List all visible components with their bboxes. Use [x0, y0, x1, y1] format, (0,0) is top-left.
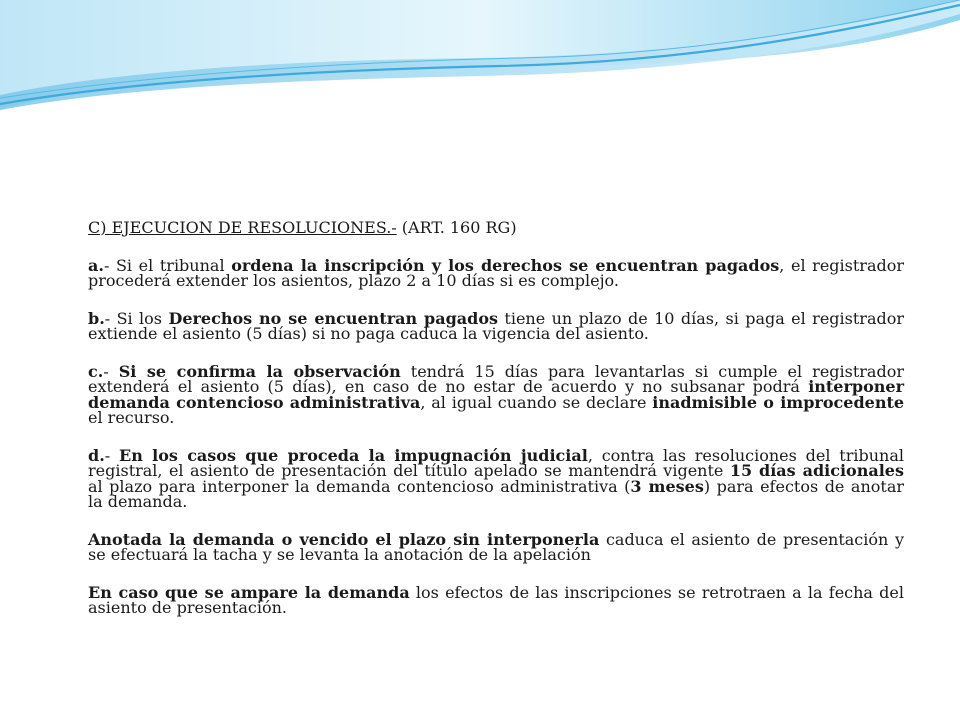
paragraph-e [88, 529, 904, 564]
paragraph-c-text-1: - [103, 361, 119, 381]
paragraph-d-text-2: , contra las resoluciones del tribunal registral, el asiento de presentación del título apelado se mantendrá vigente [88, 445, 904, 480]
paragraph-f-text-1: los efectos de las inscripciones se retrotraen a la fecha del asiento de presentación. [88, 582, 904, 617]
paragraph-a [88, 255, 904, 290]
wave-light-band [0, 0, 960, 110]
slide-content [88, 220, 904, 638]
paragraph-d-bold-3: 3 meses [630, 476, 704, 496]
paragraph-d-bold-2: 15 días adicionales [729, 461, 904, 480]
header-wave-decoration [0, 0, 960, 130]
paragraph-d-text-3: al plazo para interponer la demanda contencioso administrativa ( [88, 476, 631, 496]
paragraph-d-text-1: - [104, 445, 119, 465]
paragraph-f-bold-1: En caso que se ampare la demanda [88, 582, 410, 602]
paragraph-a-bold-1: ordena la inscripción y los derechos se encuentran pagados [231, 255, 780, 275]
heading-underlined: C) EJECUCION DE RESOLUCIONES.- [88, 218, 397, 237]
paragraph-b-text-1: - Si los [104, 308, 169, 328]
paragraph-b-bold-1: Derechos no se encuentran pagados [168, 308, 499, 328]
paragraph-c-bold-3: inadmisible o improcedente [652, 392, 905, 412]
paragraph-d-bold-1: En los casos que proceda la impugnación judicial [119, 445, 588, 465]
paragraph-c-bold-1: Si se confirma la observación [118, 361, 401, 381]
heading-article: (ART. 160 RG) [396, 218, 517, 237]
paragraph-e-bold-1: Anotada la demanda o vencido el plazo sin interponerla [88, 529, 600, 549]
paragraph-b-text-2: tiene un plazo de 10 días, si paga el registrador extiende el asiento (5 días) si no paga caduca la vigencia del asiento. [88, 308, 905, 343]
paragraph-c-text-4: el recurso. [88, 408, 175, 427]
paragraph-a-text-1: - Si el tribunal [103, 255, 232, 275]
paragraph-c [88, 361, 905, 427]
paragraph-c-text-2: tendrá 15 días para levantarlas si cumple el registrador extenderá el asiento (5 días), en caso de no estar de acuerdo y no subsanar podrá [88, 361, 904, 396]
paragraph-b-lead: b. [88, 308, 105, 328]
paragraph-a-text-2: , el registrador procederá extender los asientos, plazo 2 a 10 días si es complejo. [88, 255, 904, 290]
paragraph-b [88, 308, 905, 343]
paragraph-f [88, 582, 904, 617]
paragraph-d [88, 445, 904, 511]
paragraph-c-lead: c. [88, 361, 104, 381]
section-heading [88, 220, 904, 236]
paragraph-c-bold-2: interponer demanda contencioso administrativa [88, 377, 904, 412]
paragraph-e-text-1: caduca el asiento de presentación y se efectuará la tacha y se levanta la anotación de la apelación [88, 529, 904, 564]
paragraph-c-text-3: , al igual cuando se declare [420, 392, 653, 412]
paragraph-a-lead: a. [88, 255, 104, 275]
paragraph-d-text-4: ) para efectos de anotar la demanda. [88, 476, 904, 511]
paragraph-d-lead: d. [88, 445, 105, 465]
